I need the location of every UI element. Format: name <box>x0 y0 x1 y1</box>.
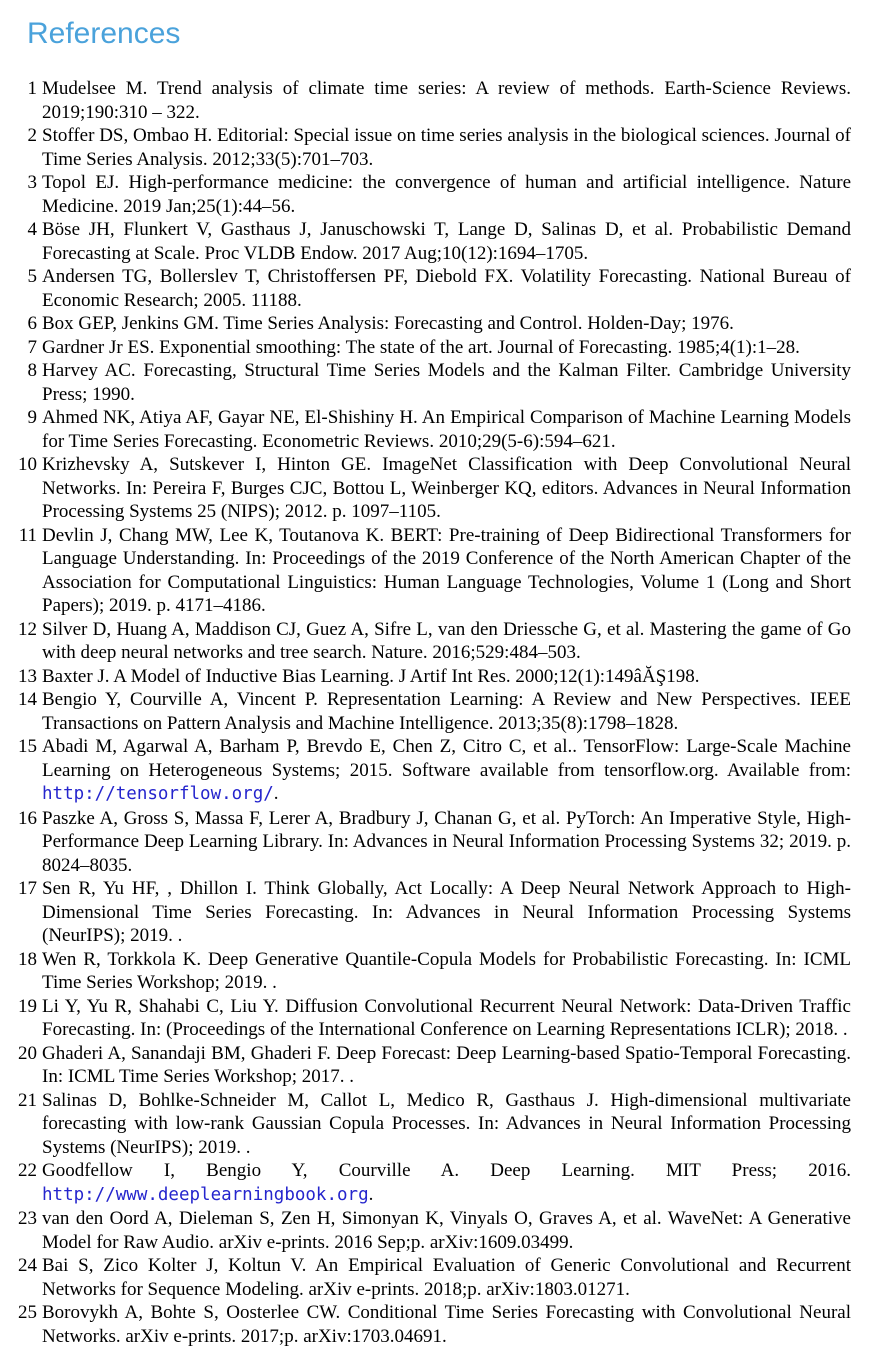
reference-item <box>15 124 851 171</box>
reference-fragment: . <box>273 783 279 804</box>
reference-text <box>42 1042 851 1089</box>
reference-number: 23 <box>18 1208 37 1229</box>
reference-number: 1 <box>27 78 37 99</box>
reference-link[interactable]: http://tensorflow.org/ <box>42 784 274 804</box>
reference-fragment: Li Y, Yu R, Shahabi C, Liu Y. Diffusion Convolutional Recurrent Neural Network: Data-Driven Traffic Forecasting. In: (Proceedings of the International Conference on Learning Representations ICLR); 2018. . <box>42 995 851 1040</box>
reference-item <box>15 1089 851 1160</box>
reference-text <box>42 877 851 948</box>
reference-fragment: Borovykh A, Bohte S, Oosterlee CW. Conditional Time Series Forecasting with Convolutional Neural Networks. arXiv e-prints. 2017;p. arXiv:1703.04691. <box>42 1302 851 1347</box>
reference-text <box>42 995 851 1042</box>
reference-fragment: Wen R, Torkkola K. Deep Generative Quantile-Copula Models for Probabilistic Forecasting. In: ICML Time Series Workshop; 2019. . <box>42 948 851 993</box>
reference-fragment: Salinas D, Bohlke-Schneider M, Callot L, Medico R, Gasthaus J. High-dimensional multivariate forecasting with low-rank Gaussian Copula Processes. In: Advances in Neural Information Processing Systems (NeurIPS); 2019. . <box>42 1089 851 1158</box>
reference-number: 2 <box>27 125 37 146</box>
reference-number: 16 <box>18 807 37 829</box>
reference-item <box>15 265 851 312</box>
reference-item <box>15 1207 851 1254</box>
reference-fragment: Krizhevsky A, Sutskever I, Hinton GE. ImageNet Classification with Deep Convolutional Neural Networks. In: Pereira F, Burges CJC, Bottou L, Weinberger KQ, editors. Advances in Neural Information Processing Systems 25 (NIPS); 2012. p. 1097–1105. <box>42 454 851 522</box>
reference-text <box>42 1089 851 1160</box>
reference-item <box>15 735 851 807</box>
reference-number: 4 <box>27 219 37 240</box>
reference-item <box>15 406 851 453</box>
reference-item <box>15 877 851 948</box>
reference-fragment: Böse JH, Flunkert V, Gasthaus J, Januschowski T, Lange D, Salinas D, et al. Probabilistic Demand Forecasting at Scale. Proc VLDB Endow. 2017 Aug;10(12):1694–1705. <box>42 219 851 264</box>
reference-item <box>15 807 851 878</box>
reference-fragment: Bai S, Zico Kolter J, Koltun V. An Empirical Evaluation of Generic Convolutional and Recurrent Networks for Sequence Modeling. arXiv e-prints. 2018;p. arXiv:1803.01271. <box>42 1255 851 1300</box>
reference-number: 24 <box>18 1255 37 1276</box>
reference-fragment: Harvey AC. Forecasting, Structural Time Series Models and the Kalman Filter. Cambridge University Press; 1990. <box>42 360 851 405</box>
reference-text <box>42 1301 851 1348</box>
reference-item <box>15 948 851 995</box>
reference-text <box>42 312 851 336</box>
reference-text <box>42 265 851 312</box>
reference-number: 11 <box>18 524 37 546</box>
reference-item <box>15 688 851 735</box>
reference-item <box>15 77 851 124</box>
reference-item <box>15 453 851 524</box>
reference-number: 8 <box>27 360 37 381</box>
reference-item <box>15 336 851 360</box>
reference-text <box>42 665 851 689</box>
reference-text <box>42 1207 851 1254</box>
reference-item <box>15 171 851 218</box>
reference-number: 15 <box>18 736 37 757</box>
reference-fragment: Ahmed NK, Atiya AF, Gayar NE, El-Shishiny H. An Empirical Comparison of Machine Learning Models for Time Series Forecasting. Econometric Reviews. 2010;29(5-6):594–621. <box>42 407 851 452</box>
reference-number: 17 <box>18 878 37 899</box>
reference-text <box>42 77 851 124</box>
reference-number: 13 <box>18 665 37 687</box>
reference-item <box>15 524 851 618</box>
reference-fragment: Abadi M, Agarwal A, Barham P, Brevdo E, Chen Z, Citro C, et al.. TensorFlow: Large-Scale Machine Learning on Heterogeneous Systems; 2015. Software available from tensorflow.org. Available from: <box>42 736 851 781</box>
reference-fragment: Bengio Y, Courville A, Vincent P. Representation Learning: A Review and New Perspectives. IEEE Transactions on Pattern Analysis and Machine Intelligence. 2013;35(8):1798–1828. <box>42 689 851 734</box>
reference-number: 19 <box>18 995 37 1017</box>
reference-number: 12 <box>18 618 37 640</box>
reference-item <box>15 1042 851 1089</box>
reference-item <box>15 618 851 665</box>
reference-text <box>42 1159 851 1207</box>
reference-number: 14 <box>18 689 37 710</box>
reference-fragment: Mudelsee M. Trend analysis of climate time series: A review of methods. Earth-Science Reviews. 2019;190:310 – 322. <box>42 78 851 123</box>
reference-item <box>15 1301 851 1348</box>
reference-text <box>42 336 851 360</box>
reference-text <box>42 524 851 618</box>
reference-item <box>15 218 851 265</box>
reference-text <box>42 688 851 735</box>
reference-fragment: Andersen TG, Bollerslev T, Christoffersen PF, Diebold FX. Volatility Forecasting. National Bureau of Economic Research; 2005. 11188. <box>42 266 851 311</box>
reference-fragment: . <box>368 1183 374 1205</box>
reference-text <box>42 807 851 878</box>
reference-text <box>42 453 851 524</box>
reference-text <box>42 1254 851 1301</box>
reference-fragment: Goodfellow I, Bengio Y, Courville A. Deep Learning. MIT Press; 2016. <box>42 1160 851 1181</box>
reference-text <box>42 171 851 218</box>
reference-link[interactable]: http://www.deeplearningbook.org <box>42 1184 369 1205</box>
reference-text <box>42 948 851 995</box>
reference-number: 21 <box>18 1089 37 1111</box>
reference-number: 22 <box>18 1160 37 1181</box>
reference-fragment: Box GEP, Jenkins GM. Time Series Analysis: Forecasting and Control. Holden-Day; 1976. <box>42 313 734 334</box>
reference-fragment: Topol EJ. High-performance medicine: the convergence of human and artificial intelligence. Nature Medicine. 2019 Jan;25(1):44–56. <box>42 172 851 217</box>
reference-number: 7 <box>27 336 37 358</box>
page-title: References <box>27 17 181 50</box>
reference-number: 3 <box>27 172 37 193</box>
reference-number: 5 <box>27 266 37 287</box>
reference-item <box>15 665 851 689</box>
reference-text <box>42 124 851 171</box>
reference-text <box>42 359 851 406</box>
reference-fragment: Baxter J. A Model of Inductive Bias Learning. J Artif Int Res. 2000;12(1):149âĂŞ198. <box>42 665 700 687</box>
reference-fragment: Ghaderi A, Sanandaji BM, Ghaderi F. Deep Forecast: Deep Learning-based Spatio-Temporal Forecasting. In: ICML Time Series Workshop; 2017. . <box>42 1042 851 1087</box>
reference-fragment: Sen R, Yu HF, , Dhillon I. Think Globally, Act Locally: A Deep Neural Network Approach to High-Dimensional Time Series Forecasting. In: Advances in Neural Information Processing Systems (NeurIPS); 2019. . <box>42 878 851 946</box>
reference-fragment: van den Oord A, Dieleman S, Zen H, Simonyan K, Vinyals O, Graves A, et al. WaveNet: A Generative Model for Raw Audio. arXiv e-prints. 2016 Sep;p. arXiv:1609.03499. <box>42 1208 851 1253</box>
reference-text <box>42 618 851 665</box>
reference-fragment: Devlin J, Chang MW, Lee K, Toutanova K. BERT: Pre-training of Deep Bidirectional Transformers for Language Understanding. In: Proceedings of the 2019 Conference of the North American Chapter of the Association for Computational Linguistics: Human Language Technologies, Volume 1 (Long and Short Papers); 2019. p. 4171–4186. <box>42 524 851 616</box>
reference-text <box>42 218 851 265</box>
reference-item <box>15 1254 851 1301</box>
reference-number: 6 <box>27 313 37 334</box>
reference-fragment: Stoffer DS, Ombao H. Editorial: Special issue on time series analysis in the biological sciences. Journal of Time Series Analysis. 2012;33(5):701–703. <box>42 125 851 170</box>
reference-number: 25 <box>18 1302 37 1323</box>
reference-item <box>15 312 851 336</box>
reference-item <box>15 995 851 1042</box>
reference-fragment: Silver D, Huang A, Maddison CJ, Guez A, Sifre L, van den Driessche G, et al. Mastering the game of Go with deep neural networks and tree search. Nature. 2016;529:484–503. <box>42 618 851 663</box>
reference-text <box>42 406 851 453</box>
reference-fragment: Gardner Jr ES. Exponential smoothing: The state of the art. Journal of Forecasting. 1985;4(1):1–28. <box>42 336 800 358</box>
reference-number: 20 <box>18 1042 37 1064</box>
reference-text <box>42 735 851 807</box>
reference-number: 18 <box>18 948 37 970</box>
reference-number: 9 <box>27 407 37 428</box>
reference-item <box>15 359 851 406</box>
reference-number: 10 <box>18 454 37 475</box>
reference-item <box>15 1159 851 1207</box>
reference-fragment: Paszke A, Gross S, Massa F, Lerer A, Bradbury J, Chanan G, et al. PyTorch: An Imperative Style, High-Performance Deep Learning Library. In: Advances in Neural Information Processing Systems 32; 2019. p. 8024–8035. <box>42 807 851 876</box>
reference-list <box>15 77 851 1348</box>
